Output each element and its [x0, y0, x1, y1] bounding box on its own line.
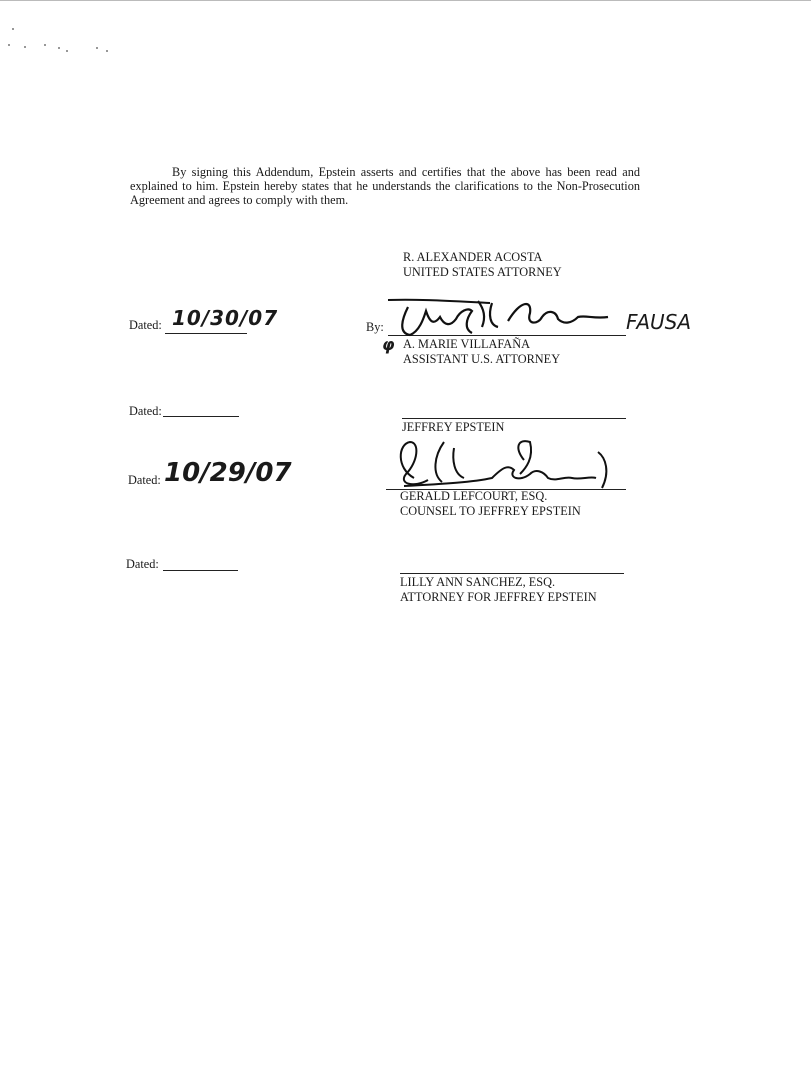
sanchez-name: LILLY ANN SANCHEZ, ESQ.	[400, 575, 556, 589]
scan-speck	[106, 50, 108, 52]
epstein-name: JEFFREY EPSTEIN	[402, 420, 505, 434]
scan-speck	[8, 44, 10, 46]
dated-label-1: Dated:	[129, 318, 162, 332]
dated-label-4: Dated:	[126, 557, 159, 571]
scan-speck	[12, 28, 14, 30]
signature-annotation-fausa: FAUSA	[626, 310, 692, 334]
signature-line-epstein	[402, 418, 626, 419]
date-line-1	[165, 333, 247, 334]
initials-mark: φ	[382, 335, 395, 354]
scan-speck	[66, 50, 68, 52]
sanchez-title: ATTORNEY FOR JEFFREY EPSTEIN	[400, 590, 597, 604]
lefcourt-title: COUNSEL TO JEFFREY EPSTEIN	[400, 504, 581, 518]
dated-label-3: Dated:	[128, 473, 161, 487]
dated-label-2: Dated:	[129, 404, 162, 418]
us-attorney-name: R. ALEXANDER ACOSTA	[403, 250, 543, 264]
date-line-2	[163, 416, 239, 417]
lefcourt-name: GERALD LEFCOURT, ESQ.	[400, 489, 548, 503]
us-attorney-title: UNITED STATES ATTORNEY	[403, 265, 562, 279]
date-line-4	[163, 570, 238, 571]
scan-speck	[24, 46, 26, 48]
addendum-paragraph: By signing this Addendum, Epstein asserts and certifies that the above has been read and explained to him. Epstein hereby states that he understands the clarifications to the Non-Prosecution Agreement and agrees to comply with them.	[130, 165, 640, 207]
villafana-name: A. MARIE VILLAFAÑA	[403, 337, 530, 351]
handwritten-date-1: 10/30/07	[172, 306, 279, 330]
signature-line-sanchez	[400, 573, 624, 574]
scan-speck	[96, 47, 98, 49]
scan-edge-line	[0, 0, 811, 1]
scan-speck	[58, 47, 60, 49]
by-label: By:	[366, 320, 384, 334]
villafana-title: ASSISTANT U.S. ATTORNEY	[403, 352, 561, 366]
handwritten-date-3: 10/29/07	[164, 458, 292, 488]
scan-speck	[44, 44, 46, 46]
